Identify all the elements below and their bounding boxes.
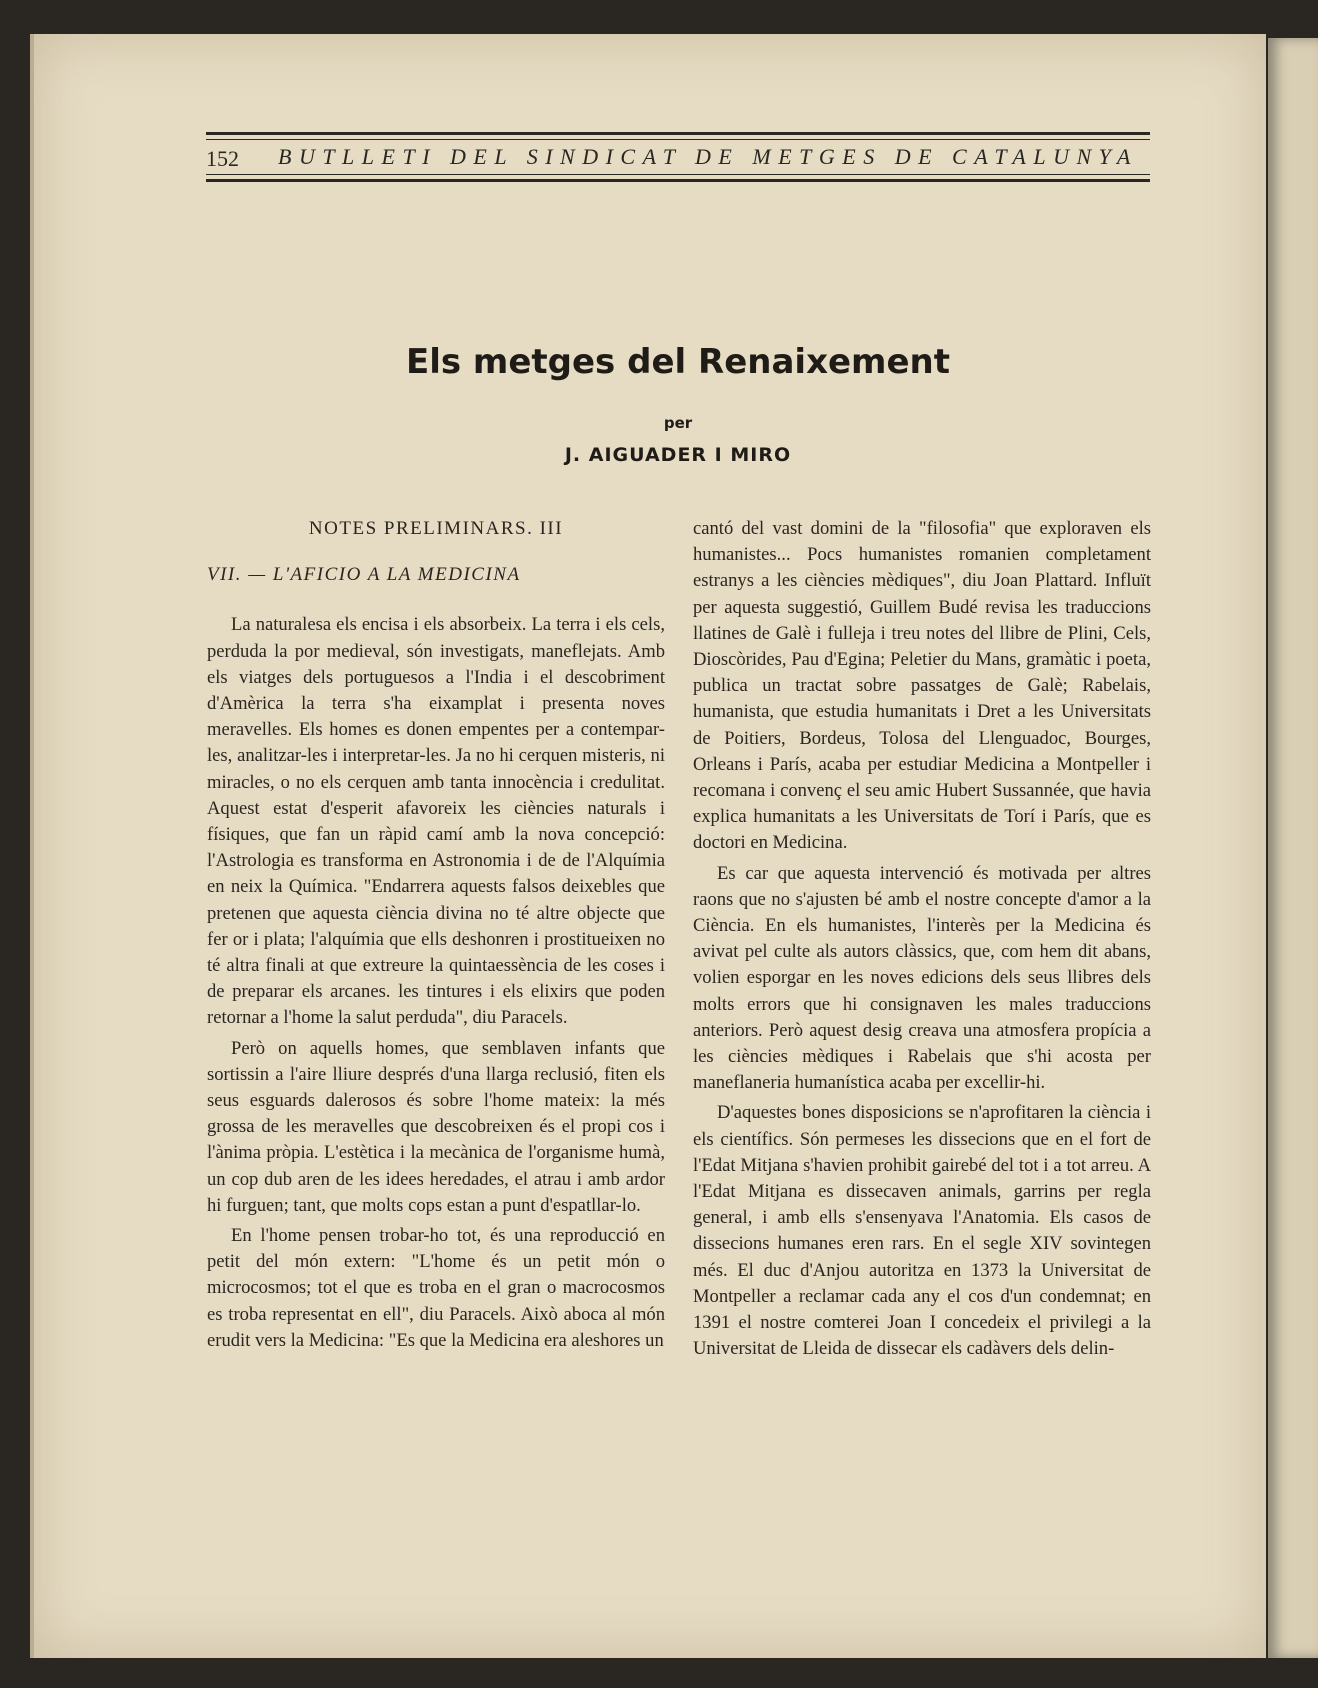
article-byline: per — [663, 414, 693, 432]
paragraph: Es car que aquesta intervenció és motivada per altres raons que no s'ajusten bé amb el nostre concepte d'amor a la Ciència. En els humanistes, l'interès per la Medicina és avivat pel culte als autors clàssics, que, com hem dit abans, volien esporgar en les noves edicions dels seus llibres dels molts errors que hi consignaven les males traduccions anteriors. Però aquest desig creava una atmosfera propícia a les ciències mèdiques i Rabelais que s'hi acosta per maneflaneria humanística acaba per excellir-hi. — [693, 862, 1151, 1094]
article-title: Els metges del Renaixement — [405, 342, 951, 382]
article-author: J. AIGUADER I MIRO — [564, 444, 792, 466]
page-number: 152 — [206, 146, 239, 171]
paragraph: cantó del vast domini de la "filosofia" que exploraven els humanistes... Pocs humanistes romanien completament estranys a les ciències mèdiques", diu Joan Plattard. Influït per aquesta suggestió, Guillem Budé revisa les traduccions llatines de Galè i fulleja i treu notes del llibre de Plini, Cels, Dioscòrides, Pau d'Egina; Peletier du Mans, gramàtic i poeta, publica un tractat sobre passatges de Galè; Rabelais, humanista, que estudia humanitats i Dret a les Universitats de Poitiers, Bordeus, Tolosa del Llenguadoc, Bourges, Orleans i París, acaba per estudiar Medicina a Montpeller i recomana i convenç el seu amic Hubert Sussannée, que havia explica humanitats a les Universitats de Torí i París, que es doctori en Medicina. — [693, 518, 1151, 854]
section-heading: NOTES PRELIMINARS. III — [308, 518, 564, 539]
next-page-edge — [1268, 38, 1318, 1658]
header-rule-top-thick — [206, 132, 1150, 135]
running-title: BUTLLETI DEL SINDICAT DE METGES DE CATALUNYA — [278, 144, 1138, 169]
paragraph: Però on aquells homes, que semblaven infants que sortissin a l'aire lliure després d'una llarga reclusió, fiten els seus esguards dalerosos és sobre l'home mateix: la més grossa de les meravelles que descobreixen és el propi cos i l'ànima pròpia. L'estètica i la mecànica de l'organisme humà, un cop dub aren de les idees heredades, el atrau i amb ardor hi furguen; tant, que molts cops estan a punt d'espatllar-lo. — [207, 1037, 665, 1216]
page-header — [206, 130, 1150, 182]
right-column — [693, 516, 1151, 1367]
header-rule-bottom-thick — [206, 179, 1150, 182]
header-rule-bottom-thin — [206, 174, 1150, 175]
left-column — [207, 516, 665, 1358]
paragraph: En l'home pensen trobar-ho tot, és una reproducció en petit del món extern: "L'home és un petit món o microcosmos; tot el que es troba en el gran o macrocosmos es troba representat en ell", diu Paracels. Això aboca al món erudit vers la Medicina: "Es que la Medicina era aleshores un — [207, 1225, 665, 1351]
subheading: VII. — L'AFICIO A LA MEDICINA — [207, 564, 521, 586]
paragraph: D'aquestes bones disposicions se n'aprofitaren la ciència i els científics. Són permeses les dissecions que en el fort de l'Edat Mitjana s'havien prohibit gairebé del tot i a tot arreu. A l'Edat Mitjana es dissecaven animals, garrins per regla general, i amb ells s'ensenyava l'Anatomia. Els casos de dissecions humanes eren rars. En el segle XIV sovintegen més. El duc d'Anjou autoritza en 1373 la Universitat de Montpeller a reclamar cada any el cos d'un condemnat; en 1391 el nostre comterei Joan I concedeix el privilegi a la Universitat de Lleida de dissecar els cadàvers dels delin- — [693, 1102, 1151, 1360]
header-rule-top-thin — [206, 139, 1150, 140]
paragraph: La naturalesa els encisa i els absorbeix. La terra i els cels, perduda la por medieval, són investigats, maneflejats. Amb els viatges dels portuguesos a l'India i el descobriment d'Amèrica la terra s'ha eixamplat i presenta noves meravelles. Els homes es donen empentes per a contempar-les, analitzar-les i interpretar-les. Ja no hi cerquen misteris, ni miracles, o no els cerquen amb tanta innocència i credulitat. Aquest estat d'esperit afavoreix les ciències naturals i físiques, que fan un ràpid camí amb la nova concepció: l'Astrologia es transforma en Astronomia i de de l'Alquímia en neix la Química. "Endarrera aquests falsos deixebles que pretenen que aquesta ciència divina no té altre objecte que fer or i plata; l'alquímia que ells deshonren i prostitueixen no té altra finali at que extreure la quintaessència de les coses i de preparar els arcanes. les tintures i els elixirs que poden retornar a l'home la salut perduda", diu Paracels. — [207, 614, 665, 1029]
